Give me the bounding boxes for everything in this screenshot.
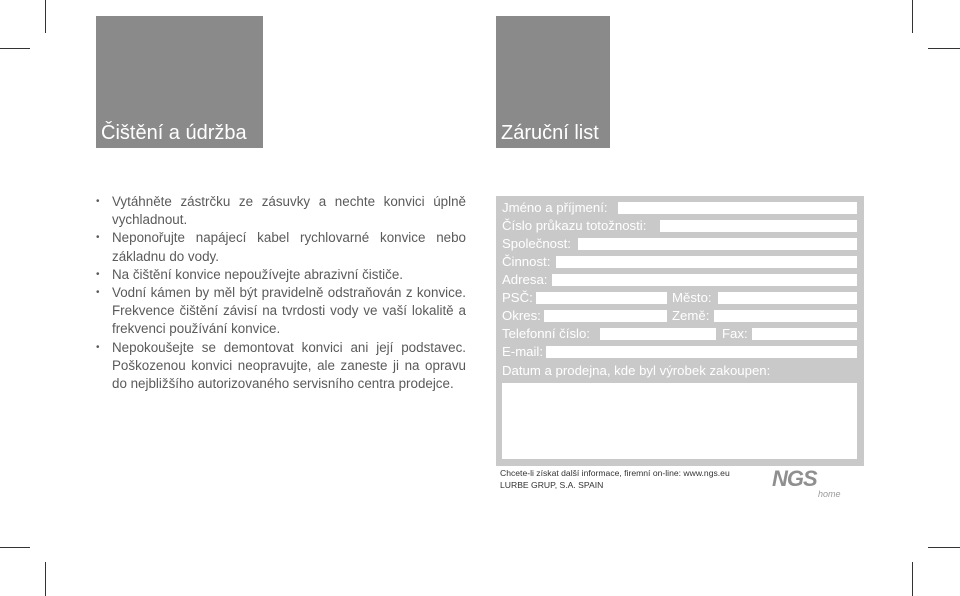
purchase-info-textarea[interactable] xyxy=(502,383,857,459)
crop-mark xyxy=(45,0,46,33)
list-item xyxy=(96,284,466,339)
bullet-icon: • xyxy=(96,341,100,353)
cleaning-instructions-list xyxy=(96,193,466,393)
activity-field[interactable] xyxy=(556,256,857,268)
bullet-icon: • xyxy=(96,232,100,244)
zip-field[interactable] xyxy=(536,292,667,304)
crop-mark xyxy=(912,562,913,596)
instruction-text: Vodní kámen by měl být pravidelně odstraňován z konvice. Frekvence čištění závisí na tvrdosti vody ve vaší lokalitě a frekvenci používání konvice. xyxy=(112,285,466,337)
footer-info: Chcete-li získat další informace, firemní on-line: www.ngs.eu xyxy=(500,468,730,478)
form-label-country: Země: xyxy=(672,308,710,323)
form-label-id: Číslo průkazu totožnosti: xyxy=(502,218,647,233)
form-label-email: E-mail: xyxy=(502,344,544,359)
list-item xyxy=(96,266,466,284)
form-label-company: Společnost: xyxy=(502,236,571,251)
crop-mark xyxy=(45,562,46,596)
list-item xyxy=(96,229,466,265)
warranty-form xyxy=(496,196,864,466)
form-label-fax: Fax: xyxy=(722,326,748,341)
list-item xyxy=(96,339,466,394)
city-field[interactable] xyxy=(718,292,857,304)
cleaning-title: Čištění a údržba xyxy=(101,122,247,144)
logo-sub: home xyxy=(818,489,841,499)
footer-company: LURBE GRUP, S.A. SPAIN xyxy=(500,480,604,490)
bullet-icon: • xyxy=(96,268,100,280)
warranty-header-box xyxy=(496,16,610,148)
ngs-home-logo xyxy=(770,466,862,500)
form-label-zip: PSČ: xyxy=(502,290,533,305)
district-field[interactable] xyxy=(544,310,667,322)
crop-mark xyxy=(0,48,30,49)
bullet-icon: • xyxy=(96,196,100,207)
instruction-text: Neponořujte napájecí kabel rychlovarné konvice nebo základnu do vody. xyxy=(112,230,466,264)
form-label-city: Město: xyxy=(672,290,712,305)
fax-field[interactable] xyxy=(752,328,857,340)
crop-mark xyxy=(912,0,913,33)
form-label-address: Adresa: xyxy=(502,272,548,287)
name-field[interactable] xyxy=(618,202,857,214)
form-label-district: Okres: xyxy=(502,308,541,323)
logo-brand: NGS xyxy=(772,466,817,491)
form-label-activity: Činnost: xyxy=(502,254,551,269)
warranty-title: Záruční list xyxy=(501,122,599,144)
email-field[interactable] xyxy=(546,346,857,358)
address-field[interactable] xyxy=(552,274,857,286)
logo-brand-text xyxy=(772,466,818,491)
instruction-text: Vytáhněte zástrčku ze zásuvky a nechte konvici úplně vychladnout. xyxy=(112,194,466,228)
phone-field[interactable] xyxy=(600,328,716,340)
instruction-text: Nepokoušejte se demontovat konvici ani její podstavec. Poškozenou konvici neopravujte, ale zaneste ji na opravu do nejbližšího autorizovaného servisního centra prodejce. xyxy=(112,339,466,392)
list-item xyxy=(96,193,466,229)
company-field[interactable] xyxy=(578,238,857,250)
id-number-field[interactable] xyxy=(660,220,857,232)
form-label-phone: Telefonní číslo: xyxy=(502,326,590,341)
form-label-name: Jméno a příjmení: xyxy=(502,200,608,215)
crop-mark xyxy=(928,547,960,548)
instruction-text: Na čištění konvice nepoužívejte abrazivní čističe. xyxy=(112,266,404,282)
cleaning-header-box xyxy=(96,16,263,148)
crop-mark xyxy=(928,48,960,49)
bullet-icon: • xyxy=(96,287,100,299)
country-field[interactable] xyxy=(714,310,857,322)
crop-mark xyxy=(0,547,30,548)
form-label-purchase: Datum a prodejna, kde byl výrobek zakoupen: xyxy=(502,363,771,378)
